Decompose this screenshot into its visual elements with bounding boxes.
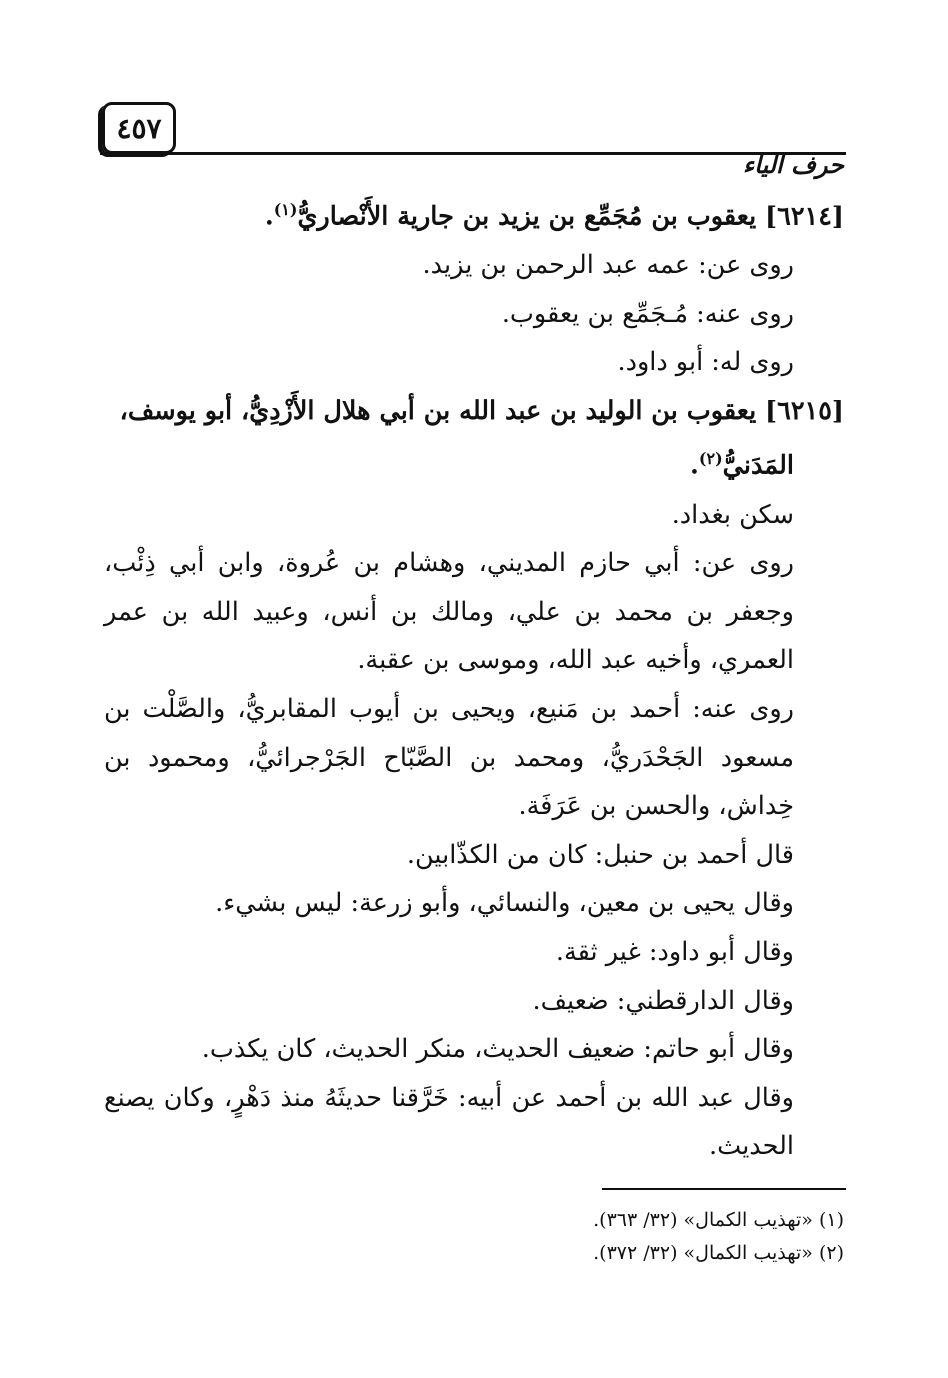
footnote-marker[interactable]: (١) xyxy=(273,200,298,219)
page-number: ٤٥٧ xyxy=(102,102,176,154)
footnotes xyxy=(104,1204,844,1270)
critic-quote: وقال أبو حاتم: ضعيف الحديث، منكر الحديث، كان يكذب. xyxy=(201,1034,794,1065)
header-divider xyxy=(100,152,846,155)
entry-heading: [٦٢١٥] يعقوب بن الوليد بن عبد الله بن أبي هلال الأَزْدِيُّ، أبو يوسف، xyxy=(119,395,844,426)
page-body xyxy=(104,186,844,1171)
narrated-from: روى عن: عمه عبد الرحمن بن يزيد. xyxy=(422,250,794,281)
critic-quote: قال أحمد بن حنبل: كان من الكذّابين. xyxy=(406,839,794,870)
footnote-marker[interactable]: (٢) xyxy=(698,449,723,469)
residence-note: سكن بغداد. xyxy=(671,499,794,530)
narrated-by: روى عنه: أحمد بن مَنيع، ويحيى بن أيوب المقابريُّ، والصَّلْت بن مسعود الجَحْدَريُّ، ومحمد بن الصَّبّاح الجَرْجرائيُّ، ومحمود بن خِداش، والحسن بن عَرَفَة. xyxy=(104,693,794,822)
entry-heading-continued xyxy=(104,435,844,490)
narrated-by: روى عنه: مُـجَمِّع بن يعقوب. xyxy=(501,298,794,329)
critic-quote: وقال عبد الله بن أحمد عن أبيه: خَرَّقنا حديثَهُ منذ دَهْرٍ، وكان يصنع الحديث. xyxy=(104,1082,794,1162)
critic-quote: وقال الدارقطني: ضعيف. xyxy=(532,985,794,1016)
entry-heading-nisba: المَدَنيُّ xyxy=(722,450,794,481)
footnote: (٢) «تهذيب الكمال» (٣٢/ ٣٧٢). xyxy=(593,1242,844,1264)
entry-heading xyxy=(104,186,844,241)
heading-end: . xyxy=(690,450,699,481)
entry-heading-text: [٦٢١٤] يعقوب بن مُجَمِّع بن يزيد بن جارية الأَنْصاريُّ xyxy=(297,201,844,232)
chapter-title: حرف الياء xyxy=(742,150,844,179)
footnote-divider xyxy=(602,1188,846,1190)
narrated-for: روى له: أبو داود. xyxy=(617,347,794,378)
footnote: (١) «تهذيب الكمال» (٣٢/ ٣٦٣). xyxy=(593,1209,844,1231)
narrated-from: روى عن: أبي حازم المديني، وهشام بن عُروة، وابن أبي ذِئْب، وجعفر بن محمد بن علي، ومالك بن أنس، وعبيد الله بن عمر العمري، وأخيه عبد الله، وموسى بن عقبة. xyxy=(104,548,794,676)
critic-quote: وقال يحيى بن معين، والنسائي، وأبو زرعة: ليس بشيء. xyxy=(215,888,794,919)
heading-end: . xyxy=(264,201,274,232)
critic-quote: وقال أبو داود: غير ثقة. xyxy=(555,936,794,967)
